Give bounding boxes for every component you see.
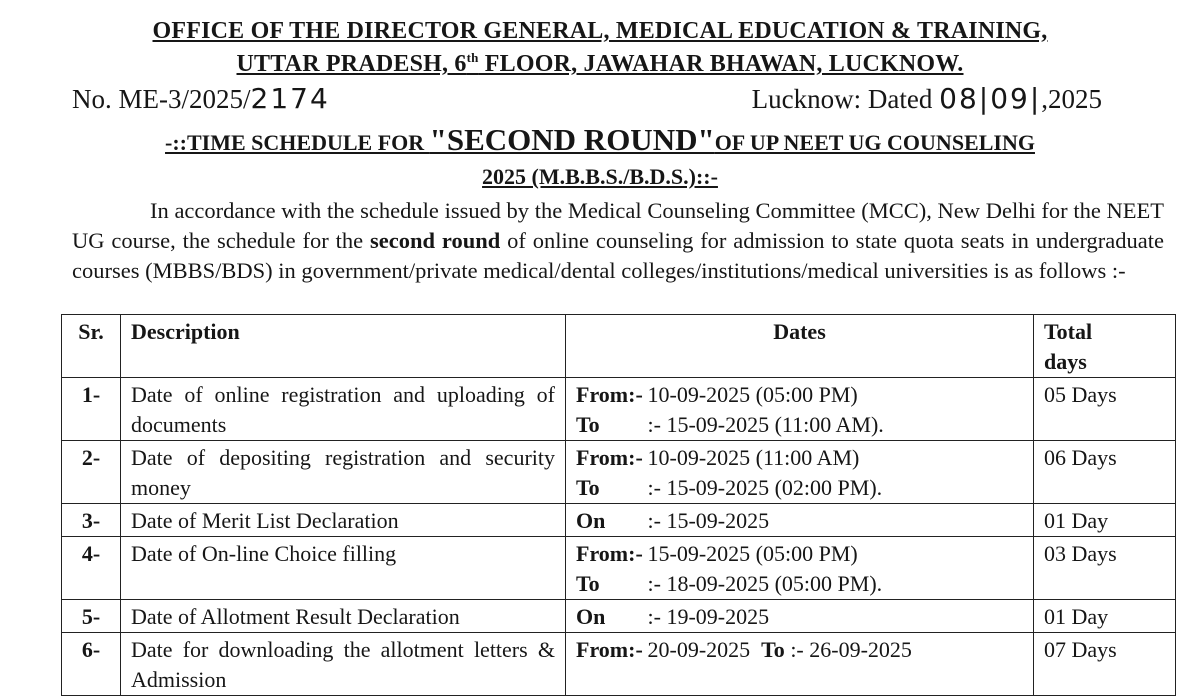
intro-bold: second round [370, 228, 501, 253]
header-days: days [1044, 349, 1087, 374]
office-header-line-1: OFFICE OF THE DIRECTOR GENERAL, MEDICAL EDUCATION & TRAINING, [152, 18, 1048, 44]
from-label: From:- [576, 637, 643, 662]
to-date: :- 26-09-2025 [790, 637, 912, 662]
from-label: From:- [576, 382, 643, 407]
row-description: Date of Allotment Result Declaration [121, 600, 566, 633]
from-label: From:- [576, 445, 643, 470]
row-dates [566, 633, 1034, 696]
row-dates [566, 441, 1034, 504]
schedule-title-line-2: 2025 (M.B.B.S./B.D.S.)::- [482, 164, 718, 189]
row-dates [566, 378, 1034, 441]
office-header-line-2a: UTTAR PRADESH, 6 [236, 51, 467, 77]
reference-date [752, 82, 1102, 115]
schedule-table [61, 314, 1176, 696]
row-total-days: 01 Day [1034, 600, 1176, 633]
header-description: Description [121, 315, 566, 378]
intro-part-2: of online counseling for admission to state quota seats in undergraduate courses (MBBS/BDS) in government/private medical/dental colleges/institutions/medical universities is as follows :- [72, 228, 1164, 283]
row-sr: 1- [62, 378, 121, 441]
from-date: 20-09-2025 [647, 637, 751, 662]
reference-line [72, 82, 1102, 115]
row-total-days: 06 Days [1034, 441, 1176, 504]
from-date: 15-09-2025 (05:00 PM) [647, 541, 858, 566]
row-description: Date of depositing registration and security money [121, 441, 566, 504]
on-label: On [576, 604, 606, 629]
from-date: 10-09-2025 (05:00 PM) [647, 382, 858, 407]
row-sr: 3- [62, 504, 121, 537]
row-dates [566, 600, 1034, 633]
row-description: Date of Merit List Declaration [121, 504, 566, 537]
handwritten-reference-number: 2174 [250, 82, 330, 115]
row-sr: 2- [62, 441, 121, 504]
table-row [62, 504, 1176, 537]
intro-part-1: In accordance with the schedule issued by the Medical Counseling Committee (MCC), New Delhi for the NEET UG course, the schedule for the [72, 198, 1164, 253]
row-dates [566, 537, 1034, 600]
row-description: Date of online registration and uploading of documents [121, 378, 566, 441]
office-header-line-2b: FLOOR, JAWAHAR BHAWAN, LUCKNOW. [478, 51, 964, 77]
table-header-row [62, 315, 1176, 378]
to-label: To [576, 571, 600, 596]
reference-number-label: No. ME-3/2025/ [72, 84, 251, 114]
table-row [62, 537, 1176, 600]
header-sr: Sr. [62, 315, 121, 378]
to-date: :- 15-09-2025 (02:00 PM). [647, 475, 883, 500]
row-dates [566, 504, 1034, 537]
row-total-days: 01 Day [1034, 504, 1176, 537]
header-dates: Dates [566, 315, 1034, 378]
row-total-days: 03 Days [1034, 537, 1176, 600]
header-total-days [1034, 315, 1176, 378]
date-year: ,2025 [1041, 84, 1102, 114]
header-total: Total [1044, 319, 1093, 344]
from-label: From:- [576, 541, 643, 566]
on-label: On [576, 508, 606, 533]
title-emphasis: "SECOND ROUND" [429, 122, 715, 157]
table-row [62, 378, 1176, 441]
handwritten-date: 08|09| [939, 82, 1042, 115]
row-description: Date for downloading the allotment letters & Admission [121, 633, 566, 696]
to-label: To [761, 637, 785, 662]
row-description: Date of On-line Choice filling [121, 537, 566, 600]
from-date: 10-09-2025 (11:00 AM) [647, 445, 860, 470]
on-date: :- 19-09-2025 [647, 604, 770, 629]
row-sr: 6- [62, 633, 121, 696]
to-date: :- 18-09-2025 (05:00 PM). [647, 571, 883, 596]
ordinal-suffix: th [466, 50, 479, 65]
on-date: :- 15-09-2025 [647, 508, 770, 533]
intro-paragraph [72, 196, 1164, 286]
date-label: Lucknow: Dated [751, 84, 940, 114]
schedule-title [0, 122, 1200, 158]
title-suffix: OF UP NEET UG COUNSELING [714, 130, 1035, 155]
row-sr: 4- [62, 537, 121, 600]
to-label: To [576, 475, 600, 500]
row-total-days: 07 Days [1034, 633, 1176, 696]
title-prefix: -::TIME SCHEDULE FOR [165, 130, 430, 155]
to-date: :- 15-09-2025 (11:00 AM). [647, 412, 884, 437]
row-sr: 5- [62, 600, 121, 633]
table-row [62, 633, 1176, 696]
office-header-line-2 [0, 50, 1200, 78]
row-total-days: 05 Days [1034, 378, 1176, 441]
to-label: To [576, 412, 600, 437]
table-row [62, 441, 1176, 504]
table-row [62, 600, 1176, 633]
